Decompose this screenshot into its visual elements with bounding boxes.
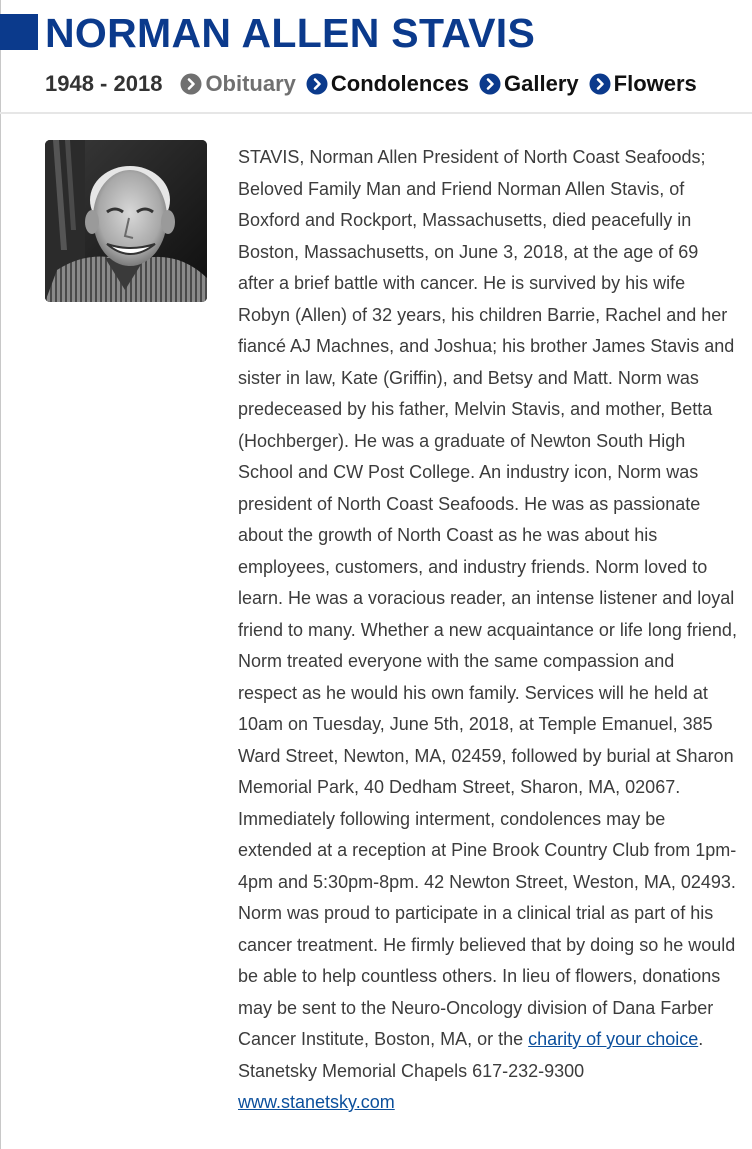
portrait-photo[interactable]: [45, 140, 207, 302]
tab-flowers-label: Flowers: [613, 71, 697, 96]
chevron-right-circle-icon: [306, 73, 328, 95]
tab-obituary[interactable]: [180, 71, 295, 97]
obituary-body: [238, 142, 738, 1119]
chevron-right-circle-icon: [589, 73, 611, 95]
chapel-contact: Stanetsky Memorial Chapels 617-232-9300: [238, 1060, 585, 1081]
portrait-image: [45, 140, 207, 302]
charity-period: .: [698, 1029, 704, 1049]
deceased-name-title: NORMAN ALLEN STAVIS: [45, 10, 536, 56]
obituary-body-text: STAVIS, Norman Allen President of North Coast Seafoods; Beloved Family Man and Friend Norman Allen Stavis, of Boxford and Rockport, Massachusetts, died peacefully in Boston, Massachusetts, on June 3, 2018, at the age of 69 after a brief battle with cancer. He is survived by his wife Robyn (Allen) of 32 years, his children Barrie, Rachel and her fiancé AJ Machnes, and Joshua; his brother James Stavis and sister in law, Kate (Griffin), and Betsy and Matt. Norm was predeceased by his father, Melvin Stavis, and mother, Betta (Hochberger). He was a graduate of Newton South High School and CW Post College. An industry icon, Norm was president of North Coast Seafoods. He was as passionate about the growth of North Coast as he was about his employees, customers, and industry friends. Norm loved to learn. He was a voracious reader, an intense listener and loyal friend to many. Whether a new acquaintance or life long friend, Norm treated everyone with the same compassion and respect as he would his own family. Services will he held at 10am on Tuesday, June 5th, 2018, at Temple Emanuel, 385 Ward Street, Newton, MA, 02459, followed by burial at Sharon Memorial Park, 40 Dedham Street, Sharon, MA, 02067. Immediately following interment, condolences may be extended at a reception at Pine Brook Country Club from 1pm-4pm and 5:30pm-8pm. 42 Newton Street, Weston, MA, 02493. Norm was proud to participate in a clinical trial as part of his cancer treatment. He firmly believed that by doing so he would be able to help countless others. In lieu of flowers, donations may be sent to the Neuro-Oncology division of Dana Farber Cancer Institute, Boston, MA, or the: [238, 147, 737, 1049]
charity-link[interactable]: charity of your choice: [528, 1029, 699, 1049]
tab-obituary-label: Obituary: [205, 71, 296, 96]
tab-condolences[interactable]: [306, 71, 469, 97]
chevron-right-circle-icon: [479, 73, 501, 95]
tab-condolences-label: Condolences: [330, 71, 470, 96]
chevron-right-circle-icon: [180, 73, 202, 95]
tab-gallery[interactable]: [479, 71, 579, 97]
tab-flowers[interactable]: [589, 71, 697, 97]
website-link[interactable]: www.stanetsky.com: [238, 1092, 395, 1112]
life-years: 1948 - 2018: [45, 71, 163, 96]
tab-gallery-label: Gallery: [504, 71, 579, 96]
obituary-nav: [45, 66, 707, 102]
nav-divider: [0, 112, 752, 114]
page-left-border: [0, 0, 1, 1149]
title-accent-block: [0, 14, 38, 50]
